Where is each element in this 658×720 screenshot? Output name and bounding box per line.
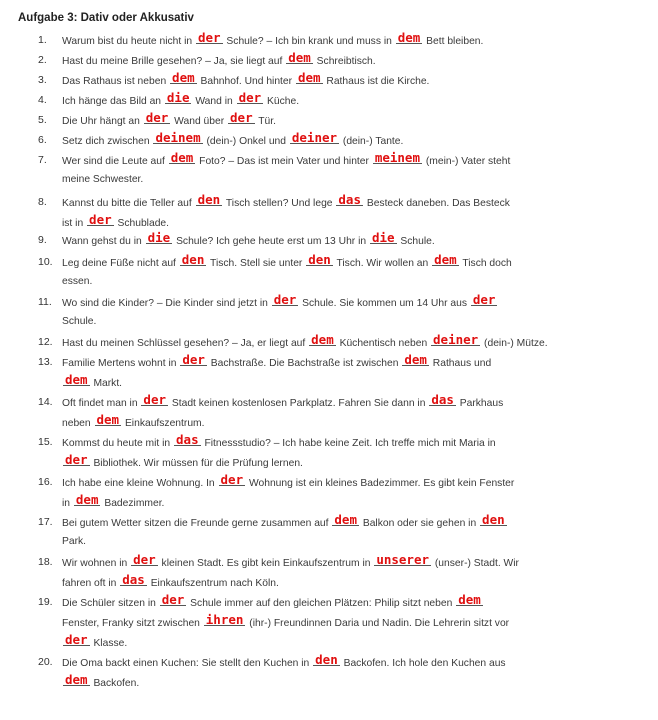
exercise-number: 4. <box>38 94 47 106</box>
answer-blank: den <box>181 252 205 267</box>
sentence-text: Die Uhr hängt an <box>62 116 143 127</box>
sentence-text: Park. <box>62 536 87 547</box>
answer-blank: der <box>161 592 185 607</box>
answer-blank: dem <box>172 70 195 85</box>
answer-blank: der <box>143 392 166 407</box>
sentence-text: Hast du meinen Schlüssel gesehen? – Ja, er liegt auf <box>62 338 309 349</box>
sentence-text: (dein-) Mütze. <box>481 338 548 349</box>
exercise-line <box>62 592 484 609</box>
exercise-number: 16. <box>38 476 53 488</box>
answer-blank: meinem <box>374 150 420 165</box>
sentence-text: Bett bleiben. <box>423 36 484 47</box>
answer-blank: der <box>133 552 156 567</box>
answer-blank: deinem <box>155 130 201 145</box>
worksheet-title: Aufgabe 3: Dativ oder Akkusativ <box>18 12 194 24</box>
answer-blank: dem <box>434 252 457 267</box>
answer-blank: das <box>431 392 454 407</box>
answer-blank: dem <box>96 412 120 427</box>
exercise-line <box>62 252 512 269</box>
answer-blank: die <box>147 230 171 245</box>
sentence-text: Oft findet man in <box>62 398 141 409</box>
sentence-text: Bahnhof. Und hinter <box>197 76 295 87</box>
exercise-line <box>62 672 140 689</box>
sentence-text: Bei gutem Wetter sitzen die Freunde gerne zusammen auf <box>62 518 332 529</box>
exercise-number: 3. <box>38 74 47 86</box>
answer-blank: das <box>122 572 145 587</box>
exercise-line <box>62 352 492 369</box>
sentence-text: Einkaufszentrum nach Köln. <box>147 578 279 589</box>
exercise-line <box>62 150 511 167</box>
answer-blank: unserer <box>376 552 430 567</box>
exercise-number: 7. <box>38 154 47 166</box>
answer-blank: dem <box>404 352 427 367</box>
answer-blank: dem <box>397 30 421 45</box>
answer-blank: die <box>166 90 190 105</box>
answer-blank: dem <box>75 492 99 507</box>
sentence-text: Badezimmer. <box>101 498 165 509</box>
answer-blank: das <box>176 432 199 447</box>
exercise-number: 2. <box>38 54 47 66</box>
answer-blank: den <box>482 512 505 527</box>
exercise-number: 17. <box>38 516 53 528</box>
exercise-line <box>62 572 279 589</box>
exercise-line <box>62 292 498 309</box>
exercise-line <box>62 332 548 349</box>
answer-blank: den <box>308 252 331 267</box>
exercise-number: 9. <box>38 234 47 246</box>
sentence-text: kleinen Stadt. Es gibt kein Einkaufszentrum in <box>158 558 374 569</box>
sentence-text: Wohnung ist ein kleines Badezimmer. Es gibt kein Fenster <box>246 478 515 489</box>
exercise-line <box>62 652 506 669</box>
sentence-text: Hast du meine Brille gesehen? – Ja, sie liegt auf <box>62 56 286 67</box>
sentence-text: neben <box>62 418 94 429</box>
sentence-text: Wand in <box>192 96 236 107</box>
answer-blank: deiner <box>433 332 479 347</box>
sentence-text: Wer sind die Leute auf <box>62 156 168 167</box>
sentence-text: Fenster, Franky sitzt zwischen <box>62 618 203 629</box>
sentence-text: Klasse. <box>90 638 128 649</box>
sentence-text: Schule immer auf den gleichen Plätzen: Philip sitzt neben <box>187 598 456 609</box>
answer-blank: der <box>230 110 253 125</box>
exercise-line <box>62 492 165 509</box>
sentence-text: Küche. <box>264 96 300 107</box>
sentence-text: Fitnessstudio? – Ich habe keine Zeit. Ich treffe mich mit Maria in <box>201 438 496 449</box>
answer-blank: der <box>182 352 205 367</box>
sentence-text: Foto? – Das ist mein Vater und hinter <box>196 156 372 167</box>
sentence-text: (dein-) Tante. <box>340 136 404 147</box>
exercise-number: 18. <box>38 556 53 568</box>
answer-blank: dem <box>334 512 357 527</box>
sentence-text: Das Rathaus ist neben <box>62 76 170 87</box>
answer-blank: dem <box>458 592 481 607</box>
exercise-line <box>62 392 504 409</box>
sentence-text: (dein-) Onkel und <box>203 136 289 147</box>
sentence-text: meine Schwester. <box>62 174 144 185</box>
answer-blank: der <box>145 110 169 125</box>
exercise-number: 5. <box>38 114 47 126</box>
exercise-line <box>62 372 123 389</box>
exercise-number: 14. <box>38 396 53 408</box>
answer-blank: dem <box>288 50 311 65</box>
sentence-text: Bibliothek. Wir müssen für die Prüfung lernen. <box>90 458 303 469</box>
sentence-text: Warum bist du heute nicht in <box>62 36 195 47</box>
exercise-number: 20. <box>38 656 53 668</box>
sentence-text: Schule. <box>62 316 97 327</box>
exercise-line <box>62 192 510 209</box>
sentence-text: Familie Mertens wohnt in <box>62 358 180 369</box>
exercise-line <box>62 472 515 489</box>
sentence-text: (unser-) Stadt. Wir <box>432 558 519 569</box>
sentence-text: Schule? – Ich bin krank und muss in <box>223 36 395 47</box>
answer-blank: dem <box>65 672 88 687</box>
answer-blank: den <box>315 652 338 667</box>
answer-blank: dem <box>170 150 194 165</box>
exercise-line <box>62 70 430 87</box>
sentence-text: Stadt keinen kostenlosen Parkplatz. Fahren Sie dann in <box>169 398 429 409</box>
sentence-text: ist in <box>62 218 87 229</box>
exercise-number: 19. <box>38 596 53 608</box>
exercise-line <box>62 536 86 547</box>
sentence-text: (ihr-) Freundinnen Daria und Nadin. Die Lehrerin sitzt vor <box>246 618 510 629</box>
sentence-text: fahren oft in <box>62 578 120 589</box>
exercise-line <box>62 90 300 107</box>
sentence-text: Tisch. Wir wollen an <box>333 258 432 269</box>
sentence-text: Rathaus und <box>429 358 492 369</box>
exercise-line <box>62 110 277 127</box>
sentence-text: Leg deine Füße nicht auf <box>62 258 179 269</box>
answer-blank: deiner <box>291 130 338 145</box>
answer-blank: ihren <box>205 612 244 627</box>
answer-blank: der <box>472 292 496 307</box>
sentence-text: Schule? Ich gehe heute erst um 13 Uhr in <box>173 236 369 247</box>
sentence-text: Schublade. <box>114 218 170 229</box>
answer-blank: die <box>371 230 395 245</box>
exercise-number: 8. <box>38 196 47 208</box>
sentence-text: Die Oma backt einen Kuchen: Sie stellt den Kuchen in <box>62 658 313 669</box>
sentence-text: Wand über <box>171 116 228 127</box>
sentence-text: Wir wohnen in <box>62 558 131 569</box>
sentence-text: Schreibtisch. <box>313 56 376 67</box>
exercise-number: 6. <box>38 134 47 146</box>
sentence-text: Ich habe eine kleine Wohnung. In <box>62 478 218 489</box>
sentence-text: Wo sind die Kinder? – Die Kinder sind jetzt in <box>62 298 271 309</box>
sentence-text: (mein-) Vater steht <box>422 156 511 167</box>
sentence-text: Setz dich zwischen <box>62 136 153 147</box>
sentence-text: Schule. <box>397 236 435 247</box>
sentence-text: Die Schüler sitzen in <box>62 598 159 609</box>
exercise-line <box>62 212 170 229</box>
sentence-text: Kannst du bitte die Teller auf <box>62 198 195 209</box>
sentence-text: Besteck daneben. Das Besteck <box>363 198 510 209</box>
exercise-line <box>62 130 404 147</box>
sentence-text: in <box>62 498 73 509</box>
answer-blank: der <box>197 30 221 45</box>
sentence-text: Wann gehst du in <box>62 236 145 247</box>
answer-blank: der <box>273 292 297 307</box>
sentence-text: Ich hänge das Bild an <box>62 96 164 107</box>
exercise-line <box>62 612 510 629</box>
answer-blank: der <box>238 90 262 105</box>
exercise-number: 1. <box>38 34 47 46</box>
sentence-text: Tür. <box>255 116 277 127</box>
sentence-text: Tisch. Stell sie unter <box>207 258 306 269</box>
answer-blank: der <box>89 212 112 227</box>
sentence-text: Kommst du heute mit in <box>62 438 174 449</box>
sentence-text: Tisch doch <box>459 258 512 269</box>
sentence-text: Backofen. Ich hole den Kuchen aus <box>340 658 506 669</box>
sentence-text: Tisch stellen? Und lege <box>223 198 336 209</box>
answer-blank: der <box>220 472 244 487</box>
sentence-text: Balkon oder sie gehen in <box>359 518 480 529</box>
exercise-line <box>62 432 496 449</box>
answer-blank: das <box>338 192 361 207</box>
answer-blank: dem <box>65 372 88 387</box>
exercise-line <box>62 632 128 649</box>
exercise-line <box>62 276 92 287</box>
sentence-text: Parkhaus <box>456 398 504 409</box>
sentence-text: essen. <box>62 276 93 287</box>
exercise-number: 15. <box>38 436 53 448</box>
exercise-number: 10. <box>38 256 53 268</box>
exercise-line <box>62 552 519 569</box>
exercise-line <box>62 452 303 469</box>
sentence-text: Backofen. <box>90 678 140 689</box>
exercise-line <box>62 30 484 47</box>
sentence-text: Bachstraße. Die Bachstraße ist zwischen <box>207 358 402 369</box>
exercise-number: 13. <box>38 356 53 368</box>
exercise-line <box>62 174 143 185</box>
sentence-text: Küchentisch neben <box>336 338 431 349</box>
exercise-line <box>62 316 96 327</box>
answer-blank: der <box>65 452 88 467</box>
sentence-text: Markt. <box>90 378 123 389</box>
answer-blank: der <box>65 632 88 647</box>
exercise-line <box>62 512 508 529</box>
answer-blank: dem <box>297 70 321 85</box>
answer-blank: dem <box>311 332 334 347</box>
exercise-line <box>62 230 435 247</box>
sentence-text: Schule. Sie kommen um 14 Uhr aus <box>299 298 470 309</box>
answer-blank: den <box>197 192 221 207</box>
sentence-text: Einkaufszentrum. <box>122 418 205 429</box>
exercise-line <box>62 412 205 429</box>
exercise-number: 12. <box>38 336 53 348</box>
sentence-text: Rathaus ist die Kirche. <box>323 76 430 87</box>
exercise-line <box>62 50 376 67</box>
exercise-number: 11. <box>38 296 52 308</box>
